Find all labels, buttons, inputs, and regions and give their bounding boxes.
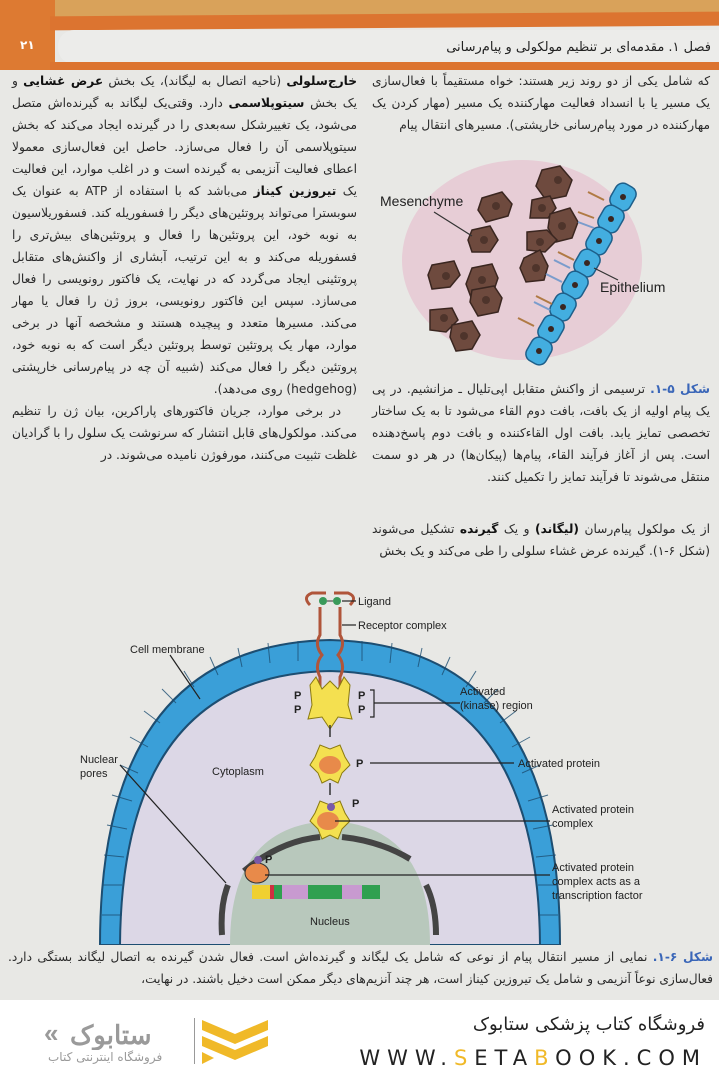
figure-label: شکل ۵-۱. bbox=[650, 382, 710, 396]
url-part: ETA bbox=[474, 1046, 535, 1070]
url-part: OOK.COM bbox=[555, 1046, 707, 1070]
right-column-bottom-text bbox=[372, 518, 710, 562]
term-cytoplasmic: سیتوپلاسمی bbox=[228, 96, 305, 110]
figure-label: شکل ۶-۱. bbox=[652, 950, 713, 964]
url-part: B bbox=[534, 1046, 556, 1070]
figure-epithelial-mesenchymal bbox=[372, 150, 702, 370]
ligand-label: Ligand bbox=[358, 596, 392, 608]
url-part: WWW. bbox=[359, 1046, 454, 1070]
logo-divider bbox=[194, 1018, 195, 1064]
activated-kinase-label: Activated bbox=[460, 686, 506, 698]
text-span: تشکیل می‌شوند (شکل ۶-۱). گیرنده عرض غشاء سلولی را طی می‌کند و یک بخش bbox=[372, 522, 710, 558]
header-bottom-rule bbox=[50, 62, 719, 70]
text-span: دارد. وقتی‌یک لیگاند به گیرنده‌اش متصل می‌شود، یک تغییرشکل سه‌بعدی را در گیرنده ایجاد می‌کند که بخش سیتوپلاسمی آن را فعال می‌سازد. حاصل این فعال‌سازی معمولا اعطای فعالیت آنزیمی به گیرنده است و در اغلب موارد، این فعالیت یک bbox=[12, 96, 358, 198]
svg-text:«: « bbox=[44, 1018, 59, 1048]
term-receptor: گیرنده bbox=[459, 522, 499, 536]
mesenchyme-label: Mesenchyme bbox=[380, 193, 464, 209]
activated-protein-complex-label: Activated protein bbox=[552, 804, 634, 816]
running-header bbox=[58, 30, 719, 64]
phosphate-label: P bbox=[294, 704, 302, 716]
activated-kinase-label: (kinase) region bbox=[460, 700, 533, 712]
caption-text: ترسیمی از واکنش متقابل اپی‌تلیال ـ مزانشیم. در پی یک پیام اولیه از یک بافت، بافت دوم القاء می‌شود تا به یک ساختار تخصصی تمایز یابد. بافت اول القاءکننده و بافت دوم پاسخ‌دهنده است. پس از آغاز فرآیند القاء، پیام‌ها (پیکان‌ها) در هر دو سمت منتقل می‌شوند تا فرآیند تمایز را تکمیل کنند. bbox=[372, 382, 710, 484]
left-column-text bbox=[12, 70, 357, 466]
chapter-title: فصل ۱. مقدمه‌ای بر تنظیم مولکولی و پیام‌رسانی bbox=[446, 39, 711, 55]
figure-1-5-caption bbox=[372, 378, 710, 488]
phosphate-label: P bbox=[356, 758, 364, 770]
phosphate-label: P bbox=[352, 798, 360, 810]
store-url[interactable] bbox=[359, 1046, 707, 1070]
figure-signal-transduction bbox=[80, 585, 660, 945]
svg-text:ستابوک: ستابوک bbox=[70, 1020, 152, 1050]
term-extracellular: خارج‌سلولی bbox=[286, 74, 357, 88]
cell-membrane-label: Cell membrane bbox=[130, 644, 205, 656]
store-title: فروشگاه کتاب پزشکی ستابوک bbox=[472, 1014, 705, 1035]
phosphate-label: P bbox=[358, 690, 366, 702]
paragraph-1 bbox=[12, 70, 357, 400]
right-column-top-text bbox=[372, 70, 710, 136]
transcription-factor-label: transcription factor bbox=[552, 890, 643, 902]
epithelium-label: Epithelium bbox=[600, 279, 666, 295]
cytoplasm-label: Cytoplasm bbox=[212, 766, 264, 778]
logo-subtitle: فروشگاه اینترنتی کتاب bbox=[48, 1050, 163, 1064]
text-span: و یک بخش bbox=[12, 74, 358, 110]
activated-protein-label: Activated protein bbox=[518, 758, 600, 770]
setabook-wordmark-icon bbox=[40, 1014, 190, 1050]
phosphate-label: P bbox=[294, 690, 302, 702]
term-tyrosine-kinase: تیروزین کیناز bbox=[253, 184, 337, 198]
page-number: ۲۱ bbox=[20, 38, 35, 52]
term-transmembrane: عرض غشایی bbox=[23, 74, 104, 88]
text-span: (ناحیه اتصال به لیگاند)، یک بخش bbox=[108, 74, 282, 88]
nuclear-pores-label: Nuclear bbox=[80, 754, 118, 766]
caption-text: نمایی از مسیر انتقال پیام از نوعی که شامل یک لیگاند و گیرنده‌اش است. فعال شدن گیرنده به اتصال لیگاند بستگی دارد. فعال‌سازی نوعاً آنزیمی و شامل یک تیروزین کیناز است، هر چند آنزیم‌های دیگر ممکن است دخیل باشند. در نهایت، bbox=[8, 950, 713, 986]
figure-1-6-caption bbox=[8, 946, 713, 990]
ligand-molecule bbox=[333, 597, 341, 605]
ligand-molecule bbox=[319, 597, 327, 605]
url-part: S bbox=[453, 1046, 475, 1070]
dna-strand bbox=[252, 885, 380, 899]
transcription-factor-label: complex acts as a bbox=[552, 876, 641, 888]
phosphate-label: P bbox=[358, 704, 366, 716]
text-span: می‌باشد که با استفاده از ATP به عنوان یک سوبسترا می‌تواند پروتئین‌های دیگر را فسفوریله کند. فسفوریلاسیون به نوبه خود، این پروتئین‌ها را فعال و پروتئین‌های بیش‌تری را فسفوریله می‌کند و به این ترتیب، آبشاری از واکنش‌های متقابل پروتئینی ایجاد می‌گردد که در نهایت، یک فاکتور رونویسی را فعال می‌سازد. سپس این فاکتور رونویسی، بروز ژن را فعال یا مهار می‌کند. مسیرها متعدد و پیچیده هستند و مشخصه آنها در برخی موارد، مهار یک پروتئین توسط پروتئین دیگر است که به نوبه خود، پروتئین دیگر را فعال می‌کند (شبیه آن چه در پیام‌رسانی خارپشتی (hedgehog) روی می‌دهد). bbox=[12, 184, 357, 396]
text-span: از یک مولکول پیام‌رسان bbox=[584, 522, 711, 536]
paragraph: که شامل یکی از دو روند زیر هستند: خواه مستقیماً با فعال‌سازی یک مسیر یا با انسداد فعالیت مهارکننده یک مسیر (مهار کردن یک مهارکننده در مورد پیام‌رسانی خارپشتی). مسیرهای انتقال پیام bbox=[372, 74, 710, 132]
nucleus-label: Nucleus bbox=[310, 916, 350, 928]
activated-protein-complex-label: complex bbox=[552, 818, 593, 830]
paragraph-2: در برخی موارد، جریان فاکتورهای پاراکرین، بیان ژن را تنظیم می‌کند. مولکول‌های قابل انتشار که سرنوشت یک سلول را با گرادیان غلظت تثبیت می‌کنند، مورفوژن نامیده می‌شوند. در bbox=[12, 404, 357, 462]
receptor-complex-label: Receptor complex bbox=[358, 620, 447, 632]
text-span: و یک bbox=[503, 522, 530, 536]
top-decor-corner bbox=[0, 0, 55, 70]
phosphate-label: P bbox=[265, 854, 273, 866]
nuclear-pores-label: pores bbox=[80, 768, 108, 780]
term-ligand: (لیگاند) bbox=[535, 522, 580, 536]
setabook-chevron-logo-icon bbox=[200, 1016, 270, 1066]
transcription-factor-label: Activated protein bbox=[552, 862, 634, 874]
